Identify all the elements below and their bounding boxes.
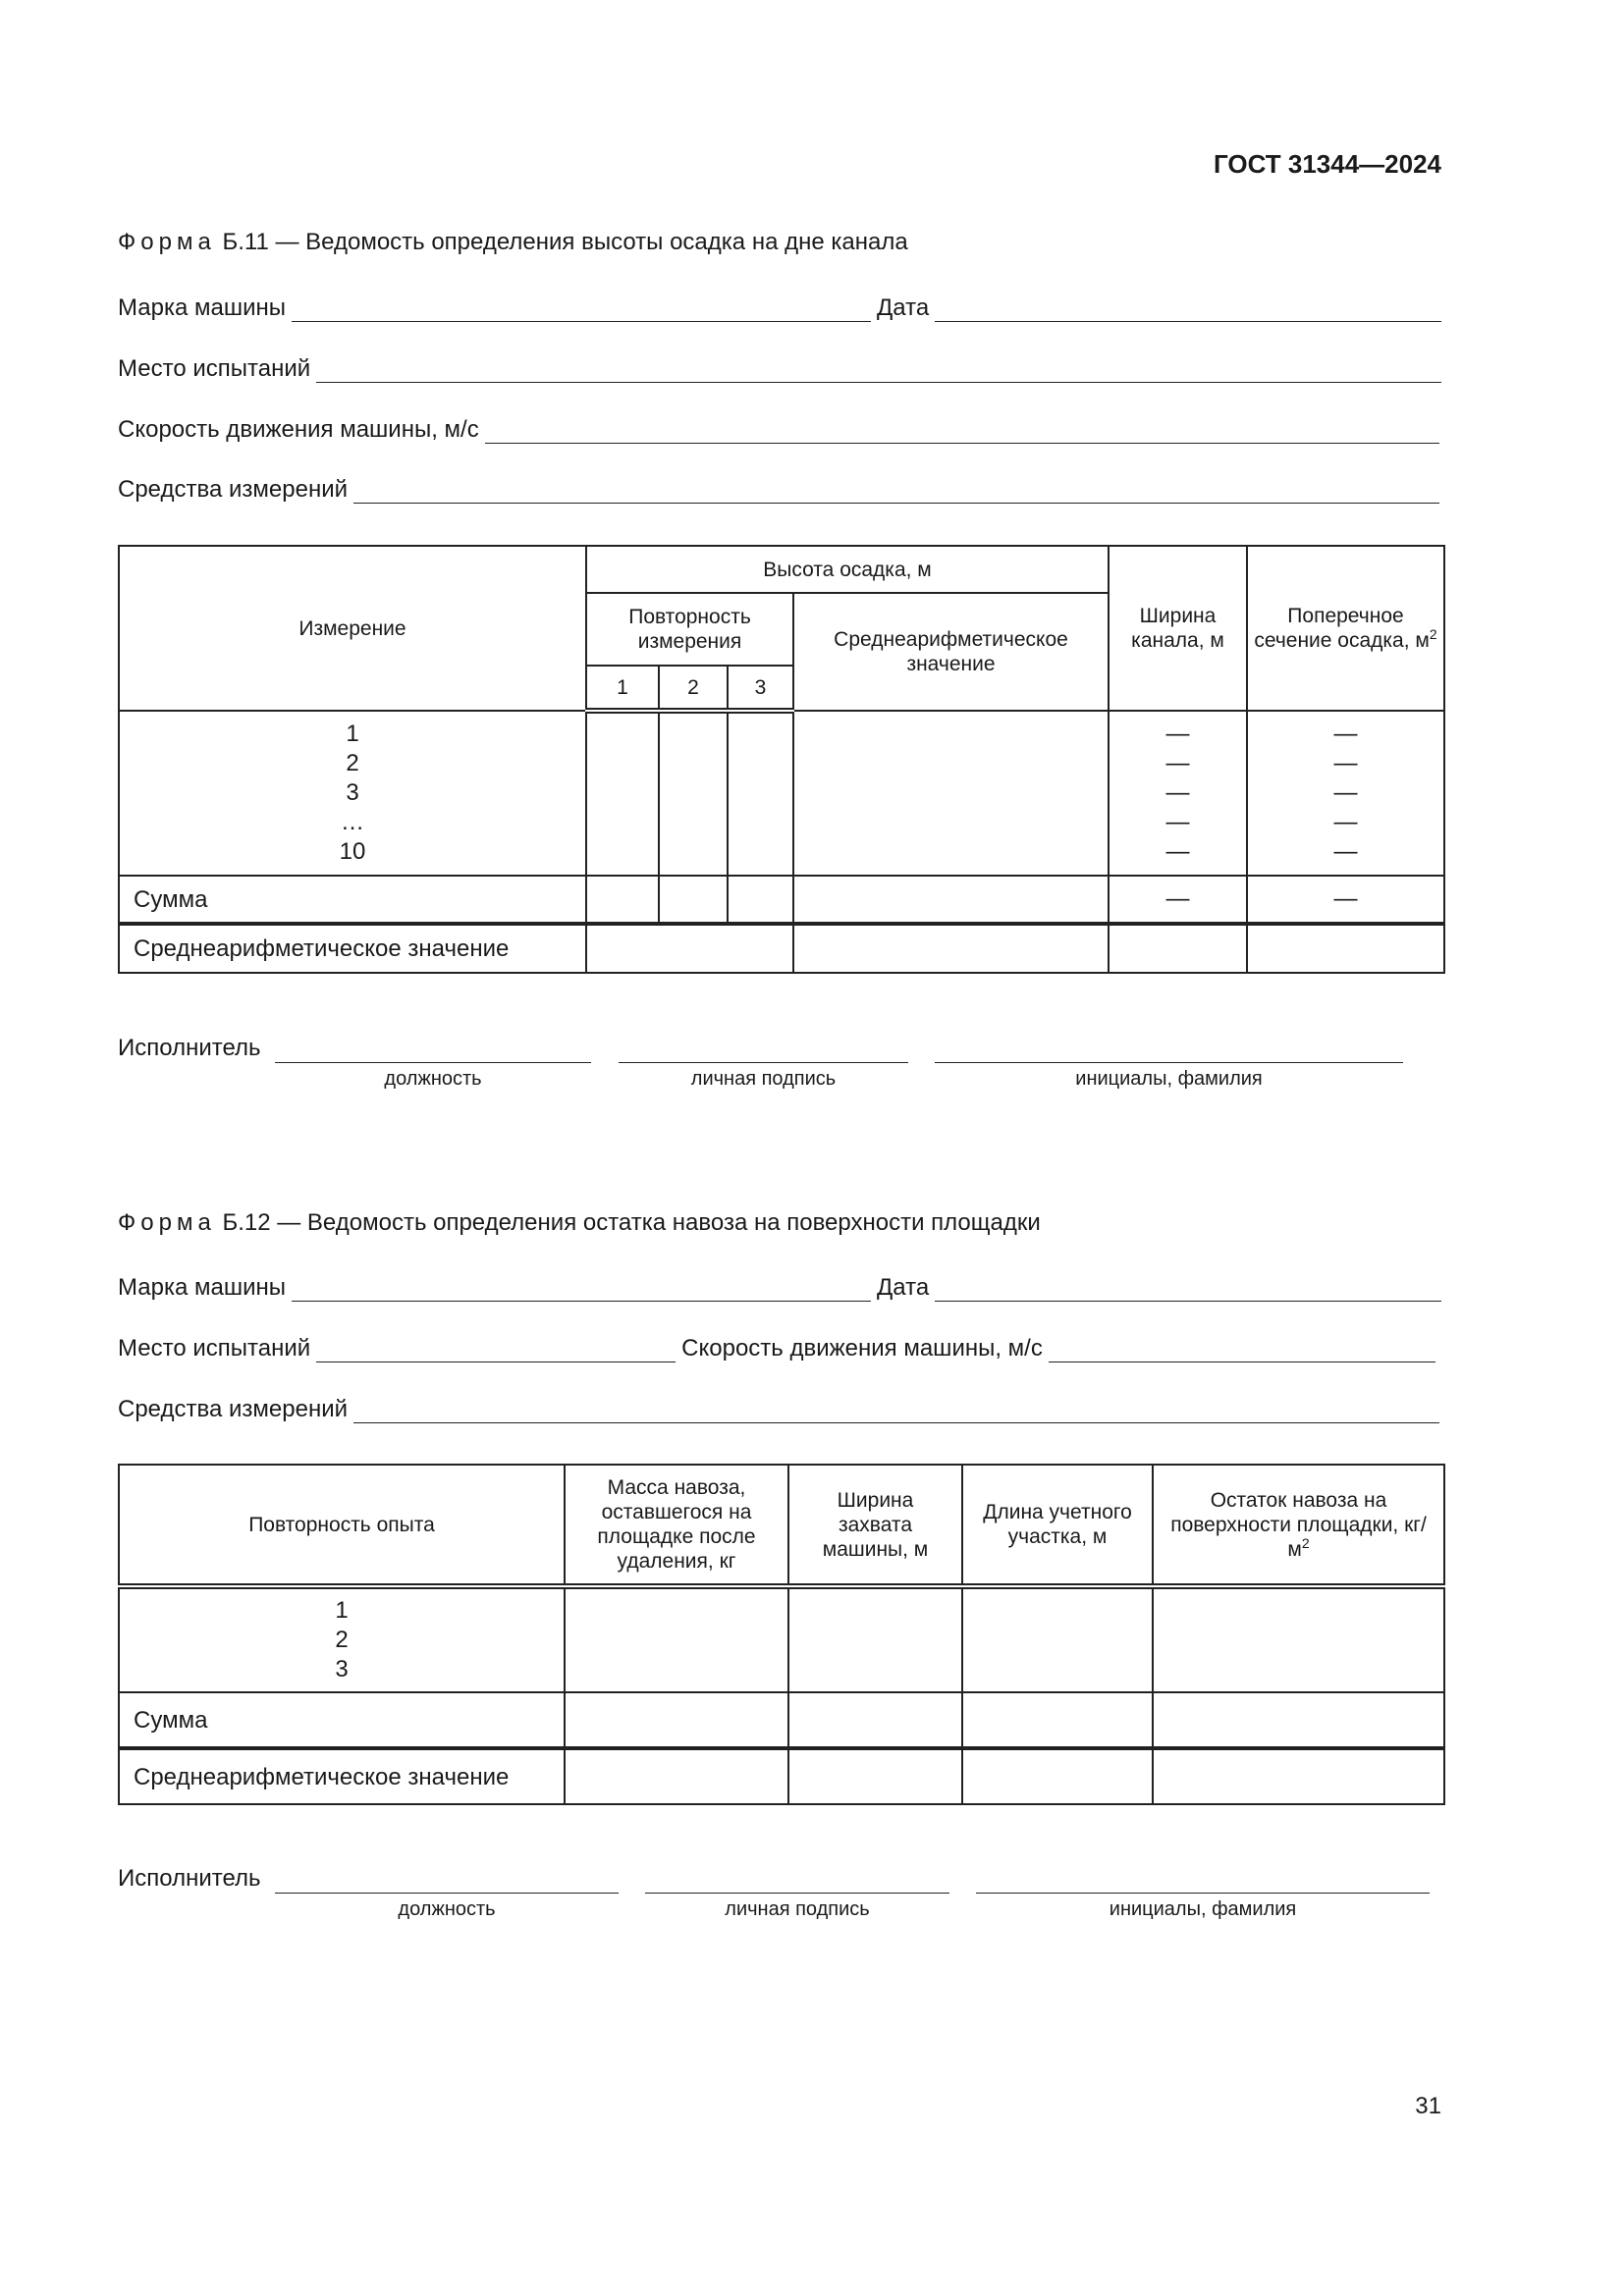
- speed-label: Скорость движения машины, м/с: [118, 416, 479, 443]
- header-repeat: Повторность опыта: [119, 1465, 565, 1586]
- position-field[interactable]: [275, 1060, 591, 1063]
- form-11-title: [118, 229, 908, 256]
- form-12-table: [118, 1464, 1445, 1805]
- date-label: Дата: [877, 294, 930, 321]
- date-label: Дата: [877, 1274, 930, 1301]
- cell[interactable]: [659, 711, 728, 876]
- cell[interactable]: [1153, 1748, 1444, 1804]
- cell[interactable]: [793, 711, 1109, 876]
- row-number: 3: [346, 779, 359, 806]
- brand-date-line: [118, 294, 1441, 322]
- superscript: 2: [1429, 626, 1437, 642]
- dash: —: [1333, 838, 1358, 865]
- row-number: …: [341, 809, 364, 835]
- dash: —: [1333, 809, 1358, 835]
- cell[interactable]: [1153, 1586, 1444, 1692]
- dash: —: [1165, 721, 1190, 747]
- signature-field[interactable]: [645, 1891, 949, 1894]
- position-field[interactable]: [275, 1891, 619, 1894]
- speed-field[interactable]: [485, 421, 1439, 444]
- place-label: Место испытаний: [118, 1335, 311, 1362]
- cell[interactable]: [788, 1586, 962, 1692]
- date-field[interactable]: [935, 299, 1441, 322]
- sum-row: [119, 1692, 1444, 1748]
- header-section: [1247, 546, 1444, 711]
- cell[interactable]: [962, 1692, 1153, 1748]
- header-section-text: Поперечное сечение осадка, м: [1254, 605, 1430, 652]
- place-field[interactable]: [316, 360, 1441, 383]
- table-row: [119, 711, 1444, 876]
- name-field[interactable]: [976, 1891, 1430, 1894]
- row-number: 1: [335, 1597, 349, 1624]
- header-width: Ширина захвата машины, м: [788, 1465, 962, 1586]
- row-number: 2: [346, 750, 359, 776]
- sub-3: 3: [728, 666, 793, 711]
- cell[interactable]: [788, 1692, 962, 1748]
- row-numbers: [119, 1586, 565, 1692]
- dash: —: [1165, 750, 1190, 776]
- date-field[interactable]: [935, 1279, 1441, 1302]
- form-prefix: Форма: [118, 229, 216, 255]
- speed-field[interactable]: [1049, 1340, 1435, 1362]
- cell[interactable]: [586, 876, 659, 924]
- brand-field[interactable]: [292, 299, 871, 322]
- instruments-field[interactable]: [353, 1401, 1439, 1423]
- cell[interactable]: [728, 711, 793, 876]
- header-rest-text: Остаток навоза на поверхности площадки, кг/м: [1170, 1488, 1427, 1561]
- header-measure: Измерение: [119, 546, 586, 711]
- section-dashes: [1247, 711, 1444, 876]
- instruments-field[interactable]: [353, 481, 1439, 504]
- cell[interactable]: [565, 1692, 788, 1748]
- dash: —: [1165, 838, 1190, 865]
- position-caption: должность: [384, 1068, 482, 1090]
- brand-date-line: [118, 1274, 1441, 1302]
- header-repeat: Повторность измерения: [586, 593, 793, 666]
- form-prefix: Форма: [118, 1209, 216, 1236]
- cell[interactable]: [1109, 924, 1247, 973]
- name-caption: инициалы, фамилия: [1075, 1068, 1263, 1090]
- place-line: [118, 355, 1441, 383]
- header-height: Высота осадка, м: [586, 546, 1109, 593]
- executor-label: Исполнитель: [118, 1035, 261, 1061]
- page-number: 31: [1415, 2093, 1441, 2119]
- header-rest: [1153, 1465, 1444, 1586]
- speed-label: Скорость движения машины, м/с: [681, 1335, 1043, 1362]
- dash: —: [1333, 721, 1358, 747]
- avg-label: Среднеарифметическое значение: [119, 1748, 565, 1804]
- instruments-line: [118, 476, 1439, 504]
- dash: —: [1109, 876, 1247, 924]
- form-12-title: [118, 1209, 1041, 1237]
- instruments-label: Средства измерений: [118, 1396, 349, 1422]
- dash: —: [1333, 779, 1358, 806]
- row-number: 2: [335, 1627, 349, 1653]
- signature-caption: личная подпись: [725, 1898, 870, 1920]
- dash: —: [1333, 750, 1358, 776]
- sum-row: [119, 876, 1444, 924]
- cell[interactable]: [788, 1748, 962, 1804]
- brand-label: Марка машины: [118, 1274, 287, 1301]
- cell[interactable]: [586, 924, 793, 973]
- avg-label: Среднеарифметическое значение: [119, 924, 586, 973]
- header-length: Длина учетного участка, м: [962, 1465, 1153, 1586]
- cell[interactable]: [586, 711, 659, 876]
- cell[interactable]: [728, 876, 793, 924]
- cell[interactable]: [1247, 924, 1444, 973]
- row-number: 10: [339, 838, 366, 865]
- standard-number: ГОСТ 31344—2024: [1214, 149, 1441, 179]
- signature-field[interactable]: [619, 1060, 908, 1063]
- form-title-text: Б.12 — Ведомость определения остатка навоза на поверхности площадки: [222, 1209, 1041, 1236]
- header-mass: Масса навоза, оставшегося на площадке после удаления, кг: [565, 1465, 788, 1586]
- cell[interactable]: [962, 1748, 1153, 1804]
- executor-label: Исполнитель: [118, 1865, 261, 1892]
- sum-label: Сумма: [119, 1692, 565, 1748]
- row-numbers: [119, 711, 586, 876]
- cell[interactable]: [1153, 1692, 1444, 1748]
- avg-row: [119, 1748, 1444, 1804]
- cell[interactable]: [565, 1748, 788, 1804]
- instruments-label: Средства измерений: [118, 476, 349, 503]
- width-dashes: [1109, 711, 1247, 876]
- place-label: Место испытаний: [118, 355, 311, 382]
- sub-2: 2: [659, 666, 728, 711]
- cell[interactable]: [793, 924, 1109, 973]
- cell[interactable]: [565, 1586, 788, 1692]
- header-mean: Среднеарифметическое значение: [793, 593, 1109, 711]
- brand-label: Марка машины: [118, 294, 287, 321]
- form-title-text: Б.11 — Ведомость определения высоты осадка на дне канала: [222, 229, 908, 255]
- sum-label: Сумма: [119, 876, 586, 924]
- position-caption: должность: [398, 1898, 496, 1920]
- name-field[interactable]: [935, 1060, 1403, 1063]
- dash: —: [1247, 876, 1444, 924]
- speed-line: [118, 416, 1439, 444]
- avg-row: [119, 924, 1444, 973]
- signature-caption: личная подпись: [690, 1068, 837, 1090]
- place-field[interactable]: [316, 1340, 676, 1362]
- cell[interactable]: [659, 876, 728, 924]
- brand-field[interactable]: [292, 1279, 871, 1302]
- sub-1: 1: [586, 666, 659, 711]
- row-number: 1: [346, 721, 359, 747]
- instruments-line: [118, 1396, 1439, 1423]
- row-number: 3: [335, 1656, 349, 1682]
- name-caption: инициалы, фамилия: [1109, 1898, 1297, 1920]
- header-width: Ширина канала, м: [1109, 546, 1247, 711]
- dash: —: [1165, 779, 1190, 806]
- dash: —: [1165, 809, 1190, 835]
- form-11-table: [118, 545, 1445, 974]
- superscript: 2: [1301, 1534, 1310, 1551]
- table-row: [119, 1586, 1444, 1692]
- cell[interactable]: [962, 1586, 1153, 1692]
- cell[interactable]: [793, 876, 1109, 924]
- place-speed-line: [118, 1335, 1435, 1362]
